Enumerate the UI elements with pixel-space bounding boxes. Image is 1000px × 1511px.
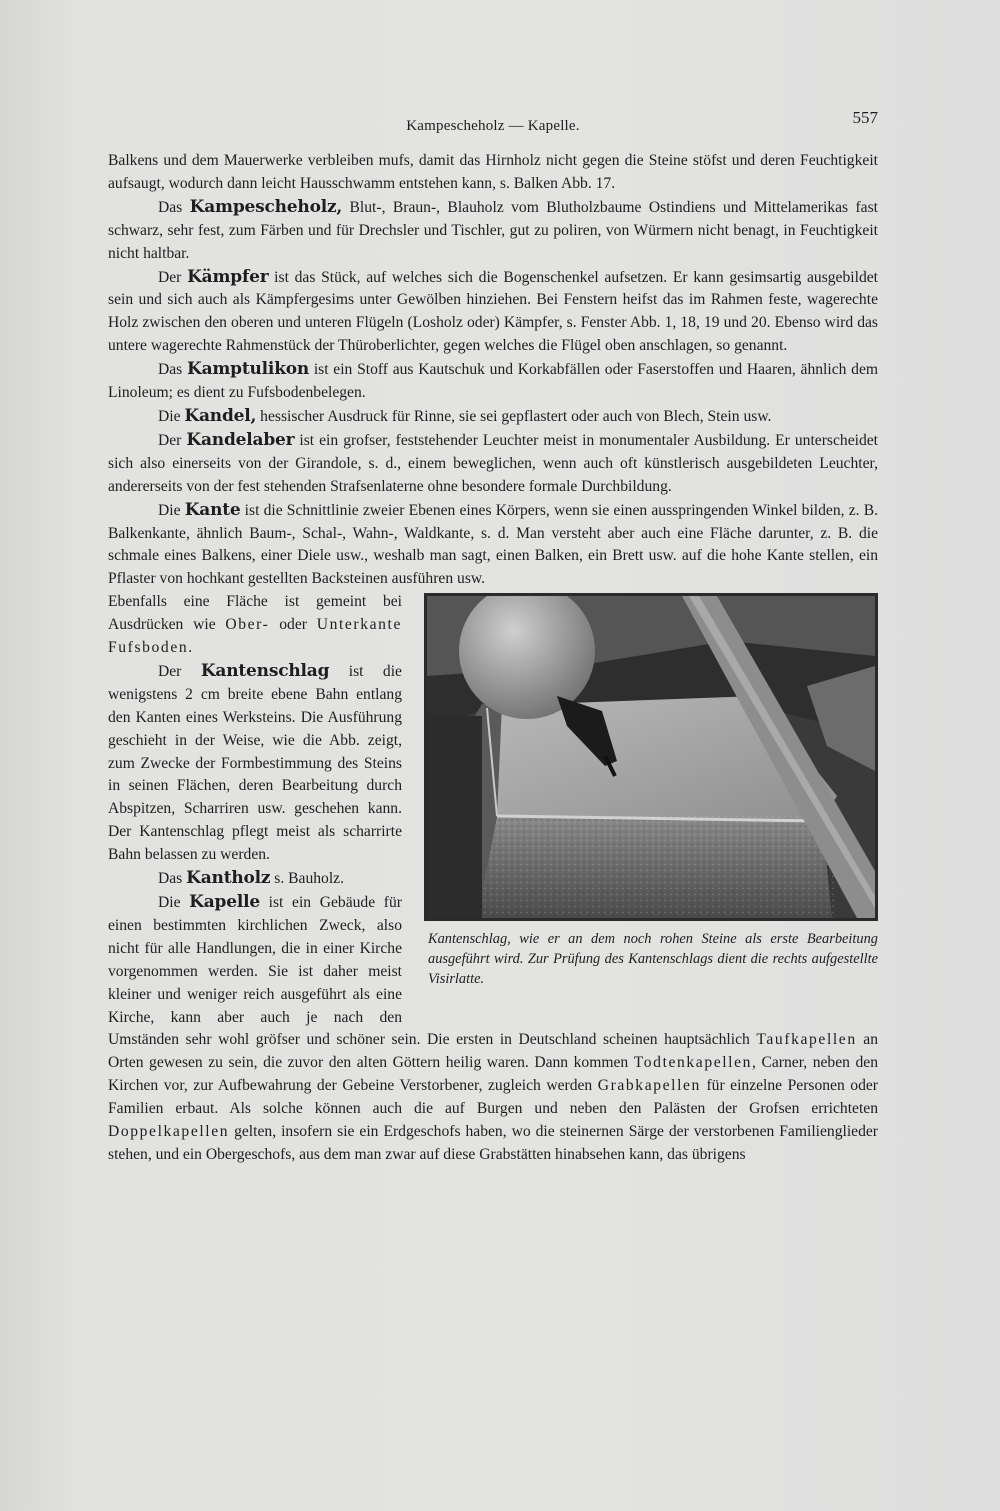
entry-text: Blut-, Braun-, Blauholz vom Blutholzbaume Ostindiens und Mittelamerikas fast schwarz, sehr fest, zum Färben und für Drechsler und Tischler, gut zu poliren, von Würmern nicht benagt, in Feuchtigkeit nicht haltbar. (108, 198, 878, 262)
spaced-term: Taufkapellen (756, 1031, 857, 1049)
paragraph-text: Ebenfalls eine Fläche ist gemeint bei Ausdrücken wie (108, 593, 402, 634)
spaced-term: Unterkante Fufsboden (108, 616, 402, 657)
stone-photo-illustration (427, 596, 875, 918)
paragraph-text: Balkens und dem Mauerwerke verbleiben mufs, damit das Hirnholz nicht gegen die Steine stöfst und deren Feuchtigkeit aufsaugt, wodurch dann leicht Hausschwamm entstehen kann, s. Balken Abb. 17. (108, 152, 878, 192)
entry-article: Der (158, 268, 188, 286)
entry-kampescheholz (108, 196, 878, 266)
paragraph-continuation (108, 150, 878, 196)
entry-term: Kante (184, 499, 241, 520)
entry-term: Kandel, (184, 405, 257, 426)
entry-article: Das (158, 870, 187, 888)
paragraph-text: . (188, 639, 193, 657)
photo-left-shadow (427, 716, 482, 918)
page-header (108, 108, 878, 138)
entry-article: Der (158, 662, 201, 680)
figure-caption: Kantenschlag, wie er an dem noch rohen Steine als erste Bearbeitung ausgeführt wird. Zur Prüfung des Kantenschlags dient die rechts aufgestellte Visirlatte. (428, 931, 878, 988)
entry-article: Die (158, 894, 190, 911)
entry-text: ist das Stück, auf welches sich die Bogenschenkel aufsetzen. Er kann gesimsartig ausgebildet sein und sich auch als Kämpfergesims unter Gewölben hinziehen. Bei Fenstern heifst das im Rahmen feste, wagerechte Holz zwischen den oberen und unteren Flügeln (Losholz oder) Kämpfer, s. Fenster Abb. 1, 18, 19 und 20. Ebenso wird das untere wagerechte Rahmenstück der Thüroberlichter, gegen welches die Flügel oben anschlagen, so genannt. (108, 268, 878, 355)
entry-text: ist ein Gebäude für einen bestimmten kirchlichen Zweck, also nicht für alle Handlungen, die in einer Kirche vorgenommen werden. Sie ist daher meist kleiner und weniger reich ausgeführt als eine Kirche, kann aber auch je nach den Umständen sehr wohl gröfser und schöner sein. Die ersten in Deutschland scheinen hauptsächlich (108, 894, 757, 1049)
entry-text: an Orten gewesen zu sein, die zuvor den alten Göttern heilig waren. Dann kommen (108, 1031, 878, 1072)
entry-term: Kapelle (189, 892, 260, 912)
entry-kamptulikon (108, 358, 878, 405)
spaced-term: Grabkapellen (597, 1077, 701, 1095)
entry-article: Das (158, 198, 190, 216)
entry-article: Der (158, 431, 187, 449)
entry-term: Kantholz (186, 868, 271, 889)
entry-text: s. Bauholz. (270, 870, 345, 888)
entry-text: ist die Schnittlinie zweier Ebenen eines Körpers, wenn sie einen ausspringenden Winkel bilden, z. B. Balkenkante, ähnlich Baum-, Schal-, Wahn-, Waldkante, s. d. Man versteht aber auch eine Fläche darunter, z. B. die schmale eines Balkens, einer Diele usw., weshalb man sagt, einen Balken, ein Brett usw. auf die hohe Kante stellen, ein Pflaster von hochkant gestellten Backsteinen ausführen usw. (108, 501, 878, 588)
entry-kandel (108, 405, 878, 429)
figure (424, 593, 882, 1005)
entry-text: hessischer Ausdruck für Rinne, sie sei gepflastert oder auch von Blech, Stein usw. (256, 407, 772, 425)
entry-article: Das (158, 361, 187, 379)
page-number: 557 (852, 108, 878, 127)
entry-kandelaber (108, 429, 878, 499)
entry-text: ist die wenigstens 2 cm breite ebene Bahn entlang den Kanten eines Werksteins. Die Ausführung geschieht in der Weise, wie die Abb. zeigt, zum Zwecke der Formbestimmung des Steins in seinen Flächen, deren Bearbeitung durch Abspitzen, Scharriren usw. geschehen kann. Der Kantenschlag pflegt meist als scharrirte Bahn belassen zu werden. (108, 662, 402, 864)
entry-term: Kämpfer (187, 266, 269, 287)
body-text (108, 150, 878, 1167)
entry-text: ist ein grofser, feststehender Leuchter meist in monumentaler Ausbildung. Er unterscheidet sich also einerseits von der Girandole, s. d., einem beweglichen, wenn auch oft künstlerisch ausgebildeten Leuchter, andererseits von der fest stehenden Strafsenlaterne ohne besondere formale Durchbildung. (108, 431, 878, 495)
entry-kaempfer (108, 266, 878, 359)
entry-term: Kamptulikon (187, 359, 310, 380)
spaced-term: Ober- (225, 616, 270, 634)
figure-photo (424, 593, 878, 921)
entry-article: Die (158, 501, 185, 519)
spaced-term: Todtenkapellen (633, 1054, 753, 1072)
spaced-term: Doppelkapellen (108, 1123, 230, 1141)
stone-texture (477, 816, 837, 918)
entry-article: Die (158, 407, 185, 425)
entry-term: Kampescheholz, (189, 196, 343, 217)
entry-text: , Carner, neben den Kirchen vor, zur Aufbewahrung der Gebeine Verstorbener, zugleich werden (108, 1054, 878, 1095)
entry-text: gelten, insofern sie ein Erdgeschofs haben, wo die steinernen Särge der verstorbenen Familienglieder stehen, und ein Obergeschofs, aus dem man zwar auf diese Grabstätten hinabsehen kann, das übrigens (108, 1123, 878, 1163)
entry-term: Kantenschlag (200, 660, 330, 681)
paragraph-text: oder (269, 616, 317, 634)
entry-text: ist ein Stoff aus Kautschuk und Korkabfällen oder Faserstoffen und Haaren, ähnlich dem Linoleum; es dient zu Fufsbodenbelegen. (108, 361, 879, 402)
entry-term: Kandelaber (186, 429, 295, 450)
running-title: Kampescheholz — Kapelle. (406, 118, 580, 134)
entry-kante (108, 499, 878, 592)
entry-text: für einzelne Personen oder Familien erbaut. Als solche können auch die auf Burgen und neben den Palästen der Grofsen errichteten (108, 1077, 878, 1118)
